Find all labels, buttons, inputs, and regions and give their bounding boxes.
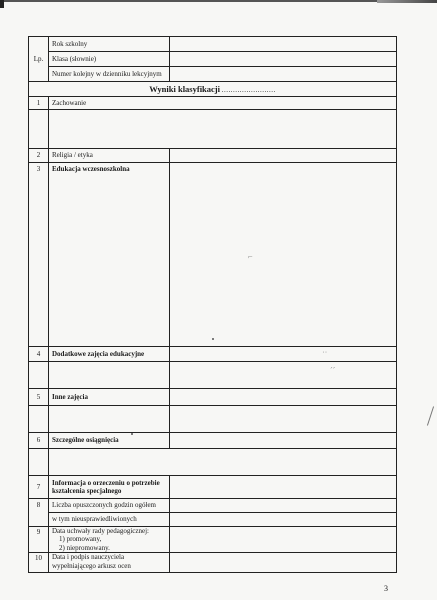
early-education-label: Edukacja wczesnoszkolna (49, 163, 170, 347)
achievements-header-field (170, 433, 397, 449)
classification-form-table (28, 36, 397, 573)
additional-classes-subject-field[interactable] (49, 362, 170, 389)
other-classes-subject-field[interactable] (49, 406, 170, 433)
row-number-empty (29, 449, 49, 476)
class-label: Klasa (słownie) (49, 52, 170, 67)
behaviour-field[interactable] (49, 110, 397, 149)
row-number-empty (29, 362, 49, 389)
row-number: 10 (29, 553, 49, 573)
additional-classes-grade-field[interactable] (170, 362, 397, 389)
scan-top-edge (0, 0, 437, 10)
scan-speck (212, 338, 214, 340)
other-classes-label: Inne zajęcia (49, 389, 170, 406)
row-number-empty (29, 406, 49, 433)
achievements-field[interactable] (49, 449, 397, 476)
school-year-label: Rok szkolny (49, 37, 170, 52)
register-number-label: Numer kolejny w dzienniku lekcyjnym (49, 67, 170, 82)
lp-header: Lp. (29, 37, 49, 82)
absences-unexcused-label: w tym nieusprawiedliwionych (49, 513, 170, 527)
scan-speck (131, 433, 133, 435)
other-classes-grade-field[interactable] (170, 406, 397, 433)
results-dots: ........................ (221, 85, 276, 94)
achievements-label: Szczególne osiągnięcia (49, 433, 170, 449)
additional-classes-label: Dodatkowe zajęcia edukacyjne (49, 347, 170, 362)
scan-speck-mark: ⌐ (248, 252, 253, 261)
register-number-field[interactable] (170, 67, 397, 82)
behaviour-label: Zachowanie (49, 97, 397, 110)
row-number: 4 (29, 347, 49, 362)
row-number: 9 (29, 527, 49, 553)
class-field[interactable] (170, 52, 397, 67)
religion-label: Religia / etyka (49, 149, 170, 163)
early-education-field[interactable] (170, 163, 397, 347)
page-number: 3 (384, 584, 388, 593)
scan-scratch-mark (427, 406, 434, 425)
special-education-label: Informacja o orzeczeniu o potrzebie kształcenia specjalnego (49, 476, 170, 499)
results-header (29, 82, 397, 97)
row-number: 7 (29, 476, 49, 499)
row-number: 1 (29, 97, 49, 110)
absences-unexcused-field[interactable] (170, 513, 397, 527)
promotion-option: 2) niepromowany. (59, 543, 110, 552)
absences-total-label: Liczba opuszczonych godzin ogółem (49, 499, 170, 513)
row-number: 5 (29, 389, 49, 406)
row-number: 3 (29, 163, 49, 347)
promotion-option: 1) promowany, (59, 535, 102, 544)
row-number: 6 (29, 433, 49, 449)
council-resolution-label: Data uchwały rady pedagogicznej: (52, 527, 149, 535)
teacher-signature-label: Data i podpis nauczyciela wypełniającego arkusz ocen (49, 553, 170, 573)
council-resolution-cell (49, 527, 170, 553)
other-classes-header-field (170, 389, 397, 406)
absences-total-field[interactable] (170, 499, 397, 513)
row-number: 8 (29, 499, 49, 527)
row-number-empty (29, 110, 49, 149)
scan-speck-mark: ˙˙ (322, 350, 328, 359)
school-year-field[interactable] (170, 37, 397, 52)
results-title: Wyniki klasyfikacji (149, 83, 221, 94)
teacher-signature-field[interactable] (170, 553, 397, 573)
religion-field[interactable] (170, 149, 397, 163)
special-education-field[interactable] (170, 476, 397, 499)
additional-classes-header-field (170, 347, 397, 362)
row-number: 2 (29, 149, 49, 163)
scan-speck-mark: ˊˊ (330, 366, 336, 375)
council-resolution-field[interactable] (170, 527, 397, 553)
